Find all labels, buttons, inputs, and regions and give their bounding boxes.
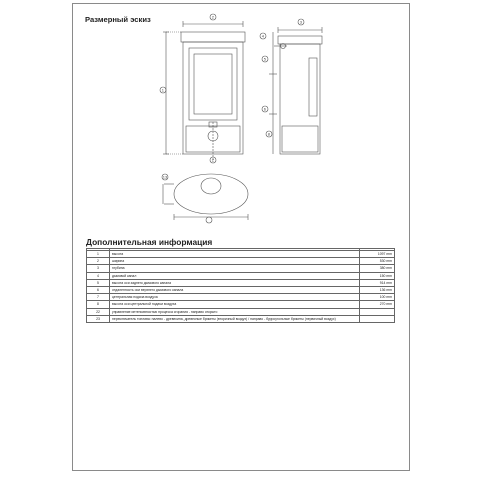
table-row — [87, 279, 395, 286]
row-number: 6 — [87, 287, 110, 294]
dimension-markers — [160, 14, 304, 223]
dimension-drawing — [73, 4, 411, 234]
row-description: высота оси заднего дымового канала — [110, 279, 360, 286]
table-row — [87, 287, 395, 294]
row-value: 914 mm — [360, 279, 395, 286]
table-row — [87, 272, 395, 279]
row-number: 7 — [87, 294, 110, 301]
row-value — [360, 308, 395, 315]
marker-3: 3 — [299, 19, 303, 25]
row-number: 22 — [87, 308, 110, 315]
row-description: отдаленность оси верхнего дымового канала — [110, 287, 360, 294]
table-row — [87, 315, 395, 322]
row-description: высота — [110, 251, 360, 258]
row-value: 150 mm — [360, 272, 395, 279]
row-value: 270 mm — [360, 301, 395, 308]
row-description: центральная подача воздуха — [110, 294, 360, 301]
table-row — [87, 251, 395, 258]
row-value: 100 mm — [360, 294, 395, 301]
row-description: переключатель топлива: налево - древесина, древесные брикеты (вторичный воздух) / направо - бурроугольные брикеты (первичный воздух) — [110, 315, 360, 322]
row-value: 380 mm — [360, 265, 395, 272]
row-number: 5 — [87, 279, 110, 286]
table-row — [87, 294, 395, 301]
stove-side-view — [269, 27, 322, 154]
marker-6: 6 — [263, 106, 267, 112]
row-description: высота оси центральной подачи воздуха — [110, 301, 360, 308]
row-value: 136 mm — [360, 287, 395, 294]
row-number: 3 — [87, 265, 110, 272]
row-number: 2 — [87, 258, 110, 265]
table-row — [87, 301, 395, 308]
row-value — [360, 315, 395, 322]
sketch-heading: Размерный эскиз — [85, 15, 151, 24]
marker-5: 5 — [263, 56, 267, 62]
row-description: ширина — [110, 258, 360, 265]
marker-2: 2 — [211, 14, 215, 20]
row-value: 1097 mm — [360, 251, 395, 258]
marker-8: 8 — [267, 131, 271, 137]
row-number: 8 — [87, 301, 110, 308]
marker-13: 13 — [162, 174, 168, 180]
row-description: глубина — [110, 265, 360, 272]
row-number: 23 — [87, 315, 110, 322]
table-row — [87, 265, 395, 272]
row-value: 530 mm — [360, 258, 395, 265]
dimensions-table — [86, 248, 395, 323]
marker-4: 4 — [261, 33, 265, 39]
info-heading: Дополнительная информация — [86, 237, 213, 247]
row-description: управление интенсивностью процесса сгорания - направо открыто — [110, 308, 360, 315]
row-number: 4 — [87, 272, 110, 279]
marker-1: 1 — [161, 87, 165, 93]
row-description: дымовой канал — [110, 272, 360, 279]
marker-7: 7 — [211, 157, 215, 163]
stove-top-view — [163, 174, 248, 220]
table-row — [87, 308, 395, 315]
row-number: 1 — [87, 251, 110, 258]
document-page — [72, 3, 410, 471]
stove-front-view — [163, 21, 245, 162]
table-row — [87, 258, 395, 265]
